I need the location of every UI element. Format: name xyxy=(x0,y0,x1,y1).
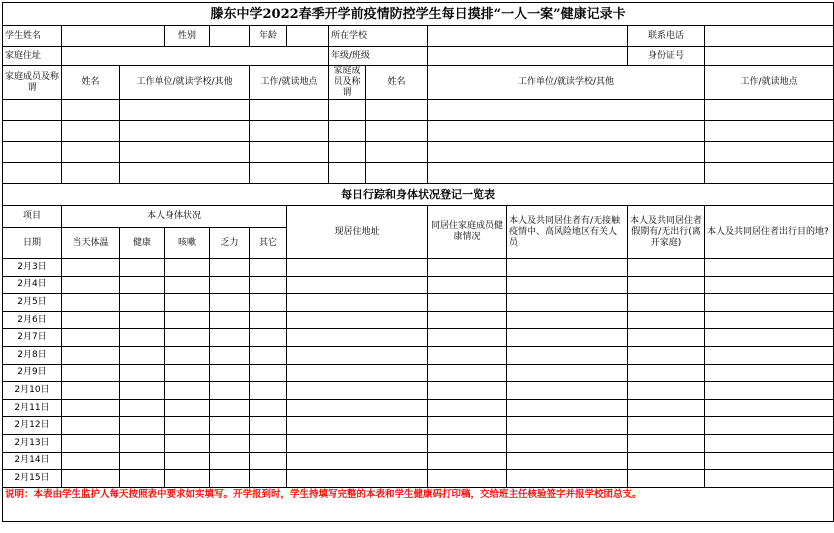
daily-entry-cell[interactable] xyxy=(628,294,705,312)
daily-entry-cell[interactable] xyxy=(165,311,210,329)
cohabitant-health-header: 同居住家庭成员健康情况 xyxy=(428,206,507,259)
family-cell[interactable] xyxy=(366,100,428,121)
daily-entry-cell[interactable] xyxy=(507,311,628,329)
family-cell[interactable] xyxy=(366,121,428,142)
daily-section-title: 每日行踪和身体状况登记一览表 xyxy=(3,184,834,206)
daily-entry-cell[interactable] xyxy=(507,382,628,400)
family-cell[interactable] xyxy=(250,100,329,121)
daily-entry-cell[interactable] xyxy=(287,364,428,382)
family-cell[interactable] xyxy=(62,100,120,121)
date-cell: 2月11日 xyxy=(3,399,62,417)
home-address-field[interactable] xyxy=(62,47,329,66)
family-cell[interactable] xyxy=(428,121,705,142)
daily-entry-cell[interactable] xyxy=(250,311,287,329)
daily-entry-cell[interactable] xyxy=(507,276,628,294)
daily-entry-cell[interactable] xyxy=(210,382,250,400)
daily-entry-cell[interactable] xyxy=(628,382,705,400)
daily-entry-cell[interactable] xyxy=(705,276,834,294)
date-cell: 2月3日 xyxy=(3,259,62,277)
daily-entry-cell[interactable] xyxy=(62,382,120,400)
date-cell: 2月5日 xyxy=(3,294,62,312)
daily-entry-cell[interactable] xyxy=(165,417,210,435)
daily-entry-cell[interactable] xyxy=(210,399,250,417)
record-table xyxy=(2,2,834,522)
daily-entry-cell[interactable] xyxy=(120,329,165,347)
daily-entry-cell[interactable] xyxy=(165,329,210,347)
daily-entry-cell[interactable] xyxy=(165,452,210,470)
daily-entry-cell[interactable] xyxy=(705,452,834,470)
daily-entry-cell[interactable] xyxy=(120,311,165,329)
daily-row xyxy=(3,294,834,312)
daily-entry-cell[interactable] xyxy=(62,417,120,435)
daily-row xyxy=(3,470,834,488)
daily-entry-cell[interactable] xyxy=(428,452,507,470)
fatigue-header: 乏力 xyxy=(210,228,250,259)
daily-entry-cell[interactable] xyxy=(428,364,507,382)
daily-entry-cell[interactable] xyxy=(62,276,120,294)
daily-entry-cell[interactable] xyxy=(705,417,834,435)
daily-entry-cell[interactable] xyxy=(705,346,834,364)
daily-entry-cell[interactable] xyxy=(165,364,210,382)
daily-row xyxy=(3,364,834,382)
date-cell: 2月7日 xyxy=(3,329,62,347)
school-field[interactable] xyxy=(428,26,628,47)
daily-entry-cell[interactable] xyxy=(120,294,165,312)
daily-entry-cell[interactable] xyxy=(250,364,287,382)
age-field[interactable] xyxy=(287,26,329,47)
family-cell[interactable] xyxy=(329,121,366,142)
cough-header: 咳嗽 xyxy=(165,228,210,259)
daily-entry-cell[interactable] xyxy=(287,276,428,294)
family-cell[interactable] xyxy=(120,142,250,163)
date-cell: 2月12日 xyxy=(3,417,62,435)
daily-entry-cell[interactable] xyxy=(210,452,250,470)
family-cell[interactable] xyxy=(705,121,834,142)
daily-entry-cell[interactable] xyxy=(210,346,250,364)
daily-entry-cell[interactable] xyxy=(428,294,507,312)
family-name-header-left: 姓名 xyxy=(62,66,120,100)
daily-entry-cell[interactable] xyxy=(165,259,210,277)
date-cell: 2月13日 xyxy=(3,434,62,452)
daily-entry-cell[interactable] xyxy=(62,346,120,364)
daily-entry-cell[interactable] xyxy=(428,346,507,364)
family-name-header-right: 姓名 xyxy=(366,66,428,100)
daily-entry-cell[interactable] xyxy=(250,329,287,347)
current-address-header: 现居住地址 xyxy=(287,206,428,259)
daily-entry-cell[interactable] xyxy=(287,259,428,277)
daily-entry-cell[interactable] xyxy=(628,470,705,488)
temperature-header: 当天体温 xyxy=(62,228,120,259)
daily-entry-cell[interactable] xyxy=(287,452,428,470)
daily-entry-cell[interactable] xyxy=(428,382,507,400)
daily-row xyxy=(3,417,834,435)
date-cell: 2月15日 xyxy=(3,470,62,488)
family-row xyxy=(3,100,834,121)
healthy-header: 健康 xyxy=(120,228,165,259)
date-cell: 2月4日 xyxy=(3,276,62,294)
daily-entry-cell[interactable] xyxy=(120,434,165,452)
gender-label: 性别 xyxy=(165,26,210,47)
contact-risk-header: 本人及共同居住者有/无接触疫情中、高风险地区有关人员 xyxy=(507,206,628,259)
daily-entry-cell[interactable] xyxy=(287,346,428,364)
daily-entry-cell[interactable] xyxy=(210,276,250,294)
daily-entry-cell[interactable] xyxy=(507,470,628,488)
daily-entry-cell[interactable] xyxy=(287,470,428,488)
daily-entry-cell[interactable] xyxy=(62,364,120,382)
daily-entry-cell[interactable] xyxy=(428,470,507,488)
daily-entry-cell[interactable] xyxy=(705,399,834,417)
daily-entry-cell[interactable] xyxy=(705,434,834,452)
daily-entry-cell[interactable] xyxy=(628,276,705,294)
daily-row xyxy=(3,399,834,417)
daily-entry-cell[interactable] xyxy=(62,329,120,347)
family-cell[interactable] xyxy=(329,100,366,121)
daily-entry-cell[interactable] xyxy=(705,294,834,312)
family-cell[interactable] xyxy=(62,142,120,163)
grade-class-label: 年级/班级 xyxy=(329,47,428,66)
daily-entry-cell[interactable] xyxy=(705,364,834,382)
daily-entry-cell[interactable] xyxy=(287,399,428,417)
family-member-header-right: 家庭成员及称谓 xyxy=(329,66,366,100)
daily-entry-cell[interactable] xyxy=(210,417,250,435)
daily-entry-cell[interactable] xyxy=(705,311,834,329)
item-header: 项目 xyxy=(3,206,62,228)
daily-entry-cell[interactable] xyxy=(165,434,210,452)
daily-entry-cell[interactable] xyxy=(628,452,705,470)
daily-row xyxy=(3,311,834,329)
family-cell[interactable] xyxy=(366,142,428,163)
note-row xyxy=(3,487,834,521)
daily-entry-cell[interactable] xyxy=(507,364,628,382)
daily-section-title-row xyxy=(3,184,834,206)
daily-entry-cell[interactable] xyxy=(62,434,120,452)
leave-home-header: 本人及共同居住者假期有/无出行(离开家庭) xyxy=(628,206,705,259)
daily-entry-cell[interactable] xyxy=(287,417,428,435)
date-cell: 2月8日 xyxy=(3,346,62,364)
daily-entry-cell[interactable] xyxy=(120,470,165,488)
daily-entry-cell[interactable] xyxy=(287,382,428,400)
phone-label: 联系电话 xyxy=(628,26,705,47)
family-member-header-left: 家庭成员及称谓 xyxy=(3,66,62,100)
age-label: 年龄 xyxy=(250,26,287,47)
daily-entry-cell[interactable] xyxy=(507,329,628,347)
daily-entry-cell[interactable] xyxy=(428,399,507,417)
daily-entry-cell[interactable] xyxy=(628,364,705,382)
daily-entry-cell[interactable] xyxy=(250,259,287,277)
daily-entry-cell[interactable] xyxy=(250,346,287,364)
daily-entry-cell[interactable] xyxy=(210,259,250,277)
family-cell[interactable] xyxy=(250,163,329,184)
health-record-sheet xyxy=(2,2,829,531)
family-cell[interactable] xyxy=(120,100,250,121)
body-status-header: 本人身体状况 xyxy=(62,206,287,228)
daily-entry-cell[interactable] xyxy=(428,259,507,277)
grade-class-field[interactable] xyxy=(428,47,628,66)
daily-entry-cell[interactable] xyxy=(165,470,210,488)
family-cell[interactable] xyxy=(366,163,428,184)
title-row xyxy=(3,3,834,26)
daily-entry-cell[interactable] xyxy=(210,294,250,312)
daily-entry-cell[interactable] xyxy=(705,329,834,347)
daily-row xyxy=(3,259,834,277)
family-row xyxy=(3,142,834,163)
daily-entry-cell[interactable] xyxy=(507,399,628,417)
daily-entry-cell[interactable] xyxy=(628,259,705,277)
daily-entry-cell[interactable] xyxy=(287,329,428,347)
daily-entry-cell[interactable] xyxy=(628,311,705,329)
daily-entry-cell[interactable] xyxy=(165,399,210,417)
daily-header-row-1 xyxy=(3,206,834,228)
daily-entry-cell[interactable] xyxy=(120,346,165,364)
family-cell[interactable] xyxy=(120,121,250,142)
daily-row xyxy=(3,276,834,294)
other-header: 其它 xyxy=(250,228,287,259)
family-location-header-right: 工作/就读地点 xyxy=(705,66,834,100)
daily-entry-cell[interactable] xyxy=(428,329,507,347)
daily-entry-cell[interactable] xyxy=(705,470,834,488)
daily-entry-cell[interactable] xyxy=(705,259,834,277)
family-cell[interactable] xyxy=(705,142,834,163)
daily-entry-cell[interactable] xyxy=(250,452,287,470)
date-cell: 2月9日 xyxy=(3,364,62,382)
family-row xyxy=(3,121,834,142)
daily-entry-cell[interactable] xyxy=(250,470,287,488)
daily-entry-cell[interactable] xyxy=(628,434,705,452)
daily-row xyxy=(3,434,834,452)
daily-entry-cell[interactable] xyxy=(428,434,507,452)
daily-row xyxy=(3,346,834,364)
info-row-2 xyxy=(3,47,834,66)
destination-header: 本人及共同居住者出行目的地? xyxy=(705,206,834,259)
family-cell[interactable] xyxy=(3,121,62,142)
daily-entry-cell[interactable] xyxy=(250,276,287,294)
daily-entry-cell[interactable] xyxy=(210,329,250,347)
family-location-header-left: 工作/就读地点 xyxy=(250,66,329,100)
date-cell: 2月6日 xyxy=(3,311,62,329)
daily-entry-cell[interactable] xyxy=(507,417,628,435)
family-cell[interactable] xyxy=(705,163,834,184)
daily-entry-cell[interactable] xyxy=(120,399,165,417)
daily-entry-cell[interactable] xyxy=(628,399,705,417)
daily-entry-cell[interactable] xyxy=(250,294,287,312)
daily-entry-cell[interactable] xyxy=(250,434,287,452)
daily-entry-cell[interactable] xyxy=(165,276,210,294)
home-address-label: 家庭住址 xyxy=(3,47,62,66)
daily-entry-cell[interactable] xyxy=(62,399,120,417)
daily-entry-cell[interactable] xyxy=(62,259,120,277)
daily-entry-cell[interactable] xyxy=(62,452,120,470)
daily-entry-cell[interactable] xyxy=(507,434,628,452)
daily-entry-cell[interactable] xyxy=(507,452,628,470)
family-cell[interactable] xyxy=(3,163,62,184)
family-workplace-header-left: 工作单位/就读学校/其他 xyxy=(120,66,250,100)
daily-entry-cell[interactable] xyxy=(507,346,628,364)
daily-entry-cell[interactable] xyxy=(428,417,507,435)
daily-entry-cell[interactable] xyxy=(210,311,250,329)
daily-entry-cell[interactable] xyxy=(120,364,165,382)
daily-entry-cell[interactable] xyxy=(120,382,165,400)
family-workplace-header-right: 工作单位/就读学校/其他 xyxy=(428,66,705,100)
date-cell: 2月14日 xyxy=(3,452,62,470)
family-cell[interactable] xyxy=(62,121,120,142)
daily-entry-cell[interactable] xyxy=(250,399,287,417)
daily-entry-cell[interactable] xyxy=(165,346,210,364)
daily-entry-cell[interactable] xyxy=(628,417,705,435)
daily-entry-cell[interactable] xyxy=(705,382,834,400)
daily-entry-cell[interactable] xyxy=(628,329,705,347)
gender-field[interactable] xyxy=(210,26,250,47)
page-title: 滕东中学2022春季开学前疫情防控学生每日摸排“一人一案”健康记录卡 xyxy=(3,3,834,26)
daily-entry-cell[interactable] xyxy=(428,311,507,329)
daily-entry-cell[interactable] xyxy=(120,259,165,277)
daily-row xyxy=(3,329,834,347)
daily-entry-cell[interactable] xyxy=(250,382,287,400)
family-cell[interactable] xyxy=(120,163,250,184)
daily-entry-cell[interactable] xyxy=(287,311,428,329)
student-name-label: 学生姓名 xyxy=(3,26,62,47)
family-cell[interactable] xyxy=(250,121,329,142)
daily-entry-cell[interactable] xyxy=(210,364,250,382)
daily-entry-cell[interactable] xyxy=(120,276,165,294)
daily-entry-cell[interactable] xyxy=(165,382,210,400)
daily-entry-cell[interactable] xyxy=(210,470,250,488)
daily-entry-cell[interactable] xyxy=(210,434,250,452)
info-row-1 xyxy=(3,26,834,47)
instructions-note: 说明：本表由学生监护人每天按照表中要求如实填写。开学报到时，学生持填写完整的本表和学生健康码打印稿，交给班主任核验签字并报学校团总支。 xyxy=(3,487,834,521)
date-cell: 2月10日 xyxy=(3,382,62,400)
daily-entry-cell[interactable] xyxy=(120,452,165,470)
daily-entry-cell[interactable] xyxy=(507,294,628,312)
daily-entry-cell[interactable] xyxy=(120,417,165,435)
family-cell[interactable] xyxy=(3,142,62,163)
daily-rows xyxy=(3,259,834,488)
id-number-field[interactable] xyxy=(705,47,834,66)
daily-entry-cell[interactable] xyxy=(287,434,428,452)
family-cell[interactable] xyxy=(329,142,366,163)
daily-entry-cell[interactable] xyxy=(165,294,210,312)
daily-entry-cell[interactable] xyxy=(428,276,507,294)
family-cell[interactable] xyxy=(428,100,705,121)
phone-field[interactable] xyxy=(705,26,834,47)
family-cell[interactable] xyxy=(62,163,120,184)
family-cell[interactable] xyxy=(428,142,705,163)
family-header-row xyxy=(3,66,834,100)
daily-entry-cell[interactable] xyxy=(287,294,428,312)
daily-entry-cell[interactable] xyxy=(507,259,628,277)
family-cell[interactable] xyxy=(329,163,366,184)
family-cell[interactable] xyxy=(428,163,705,184)
daily-entry-cell[interactable] xyxy=(250,417,287,435)
daily-entry-cell[interactable] xyxy=(62,294,120,312)
student-name-field[interactable] xyxy=(62,26,165,47)
daily-entry-cell[interactable] xyxy=(62,311,120,329)
family-cell[interactable] xyxy=(3,100,62,121)
daily-row xyxy=(3,382,834,400)
family-cell[interactable] xyxy=(705,100,834,121)
daily-entry-cell[interactable] xyxy=(628,346,705,364)
daily-entry-cell[interactable] xyxy=(62,470,120,488)
daily-row xyxy=(3,452,834,470)
family-cell[interactable] xyxy=(250,142,329,163)
id-number-label: 身份证号 xyxy=(628,47,705,66)
date-header: 日期 xyxy=(3,228,62,259)
school-label: 所在学校 xyxy=(329,26,428,47)
family-row xyxy=(3,163,834,184)
